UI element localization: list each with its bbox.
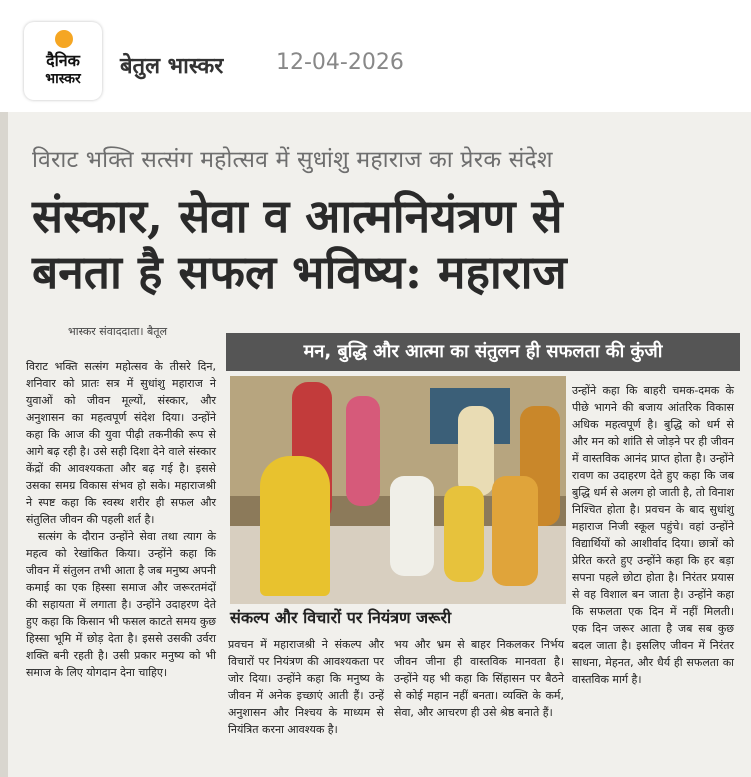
- maharaj-figure: [260, 456, 330, 596]
- person-figure: [444, 486, 484, 582]
- article-kicker: विराट भक्ति सत्संग महोत्सव में सुधांशु महाराज का प्रेरक संदेश: [32, 147, 553, 173]
- headline-line2: बनता है सफल भविष्य: महाराज: [32, 245, 567, 299]
- logo-line2: भास्कर: [45, 71, 81, 87]
- person-figure: [346, 396, 380, 506]
- publication-name[interactable]: बेतुल भास्कर: [120, 54, 224, 79]
- paragraph: विराट भक्ति सत्संग महोत्सव के तीसरे दिन, शनिवार को प्रातः सत्र में सुधांशु महाराज ने युवाओं को जीवन मूल्यों, संस्कार, और अनुशासन का महत्वपूर्ण संदेश दिया। उन्होंने कहा कि आज की युवा पीढ़ी तकनीकी रूप से आगे बढ़ रही है। उसे सही दिशा देने वाले संस्कार केंद्रों की आवश्यकता और बढ़ गई है। इससे उसका समग्र विकास संभव हो सके। महाराजश्री ने स्पष्ट कहा कि स्वस्थ शरीर ही सफल और संतुलित जीवन की पहली शर्त है।: [26, 360, 216, 526]
- person-figure: [390, 476, 434, 576]
- section-title: संकल्प और विचारों पर नियंत्रण जरूरी: [230, 608, 452, 627]
- sun-icon: [55, 30, 73, 48]
- left-column: [26, 358, 216, 681]
- publication-logo[interactable]: [24, 22, 102, 100]
- app-header: [0, 0, 751, 112]
- mid-column-1: प्रवचन में महाराजश्री ने संकल्प और विचारों पर नियंत्रण की आवश्यकता पर जोर दिया। उन्होंने कहा कि मनुष्य के जीवन में अनेक इच्छाएं आती हैं। उन्हें अनुशासन और निश्चय के माध्यम से नियंत्रित करना आवश्यक है।: [228, 638, 384, 736]
- article-subhead: मन, बुद्धि और आत्मा का संतुलन ही सफलता की कुंजी: [226, 333, 740, 371]
- edition-date: 12-04-2026: [276, 50, 404, 75]
- clipping-edge: [0, 112, 8, 777]
- headline-line1: संस्कार, सेवा व आत्मनियंत्रण से: [32, 189, 563, 243]
- mid-column-2: भय और भ्रम से बाहर निकलकर निर्भय जीवन जीना ही वास्तविक मानवता है। उन्होंने यह भी कहा कि सिंहासन पर बैठने से कोई महान नहीं बनता। व्यक्ति के कर्म, सेवा, और आचरण ही उसे श्रेष्ठ बनाते हैं।: [394, 638, 564, 719]
- article-byline: भास्कर संवाददाता। बैतूल: [68, 325, 168, 338]
- right-column: उन्होंने कहा कि बाहरी चमक-दमक के पीछे भागने की बजाय आंतरिक विकास अधिक महत्वपूर्ण है। बुद्धि को धर्म से और मन को शांति से जोड़ने पर ही जीवन में वास्तविक आनंद प्राप्त होता है। उन्होंने रावण का उदाहरण देते हुए कहा कि जब बुद्धि धर्म से अलग हो जाती है, तो विनाश निश्चित होता है। प्रवचन के बाद सुधांशु महाराज निजी स्कूल पहुंचे। वहां उन्होंने विद्यार्थियों को आशीर्वाद दिया। छात्रों को प्रेरित करते हुए उन्होंने कहा कि हर बड़ा सपना पहले छोटा होता है। निरंतर प्रयास से वह विशाल बन जाता है। उन्होंने कहा कि सफलता एक दिन में नहीं मिलती। एक दिन जरूर आता है जब सब कुछ बदल जाता है। इसलिए जीवन में निरंतर साधना, मेहनत, और धैर्य ही सफलता का वास्तविक मार्ग है।: [572, 384, 734, 686]
- person-figure: [492, 476, 538, 586]
- event-photo: [230, 376, 566, 604]
- article-headline: [32, 188, 732, 300]
- logo-line1: दैनिक: [46, 51, 80, 70]
- paragraph: सत्संग के दौरान उन्होंने सेवा तथा त्याग के महत्व को रेखांकित किया। उन्होंने कहा कि जीवन में संतुलन तभी आता है जब मनुष्य अपनी कमाई का एक हिस्सा समाज और जरूरतमंदों की सहायता में लगाता है। उन्होंने उदाहरण देते हुए कहा कि किसान भी फसल काटते समय कुछ हिस्सा भूमि में छोड़ देता है। इससे उसकी उर्वरा शक्ति बनी रहती है। उसी प्रकार मनुष्य को भी समाज के लिए योगदान देना चाहिए।: [26, 530, 216, 679]
- person-figure: [458, 406, 494, 496]
